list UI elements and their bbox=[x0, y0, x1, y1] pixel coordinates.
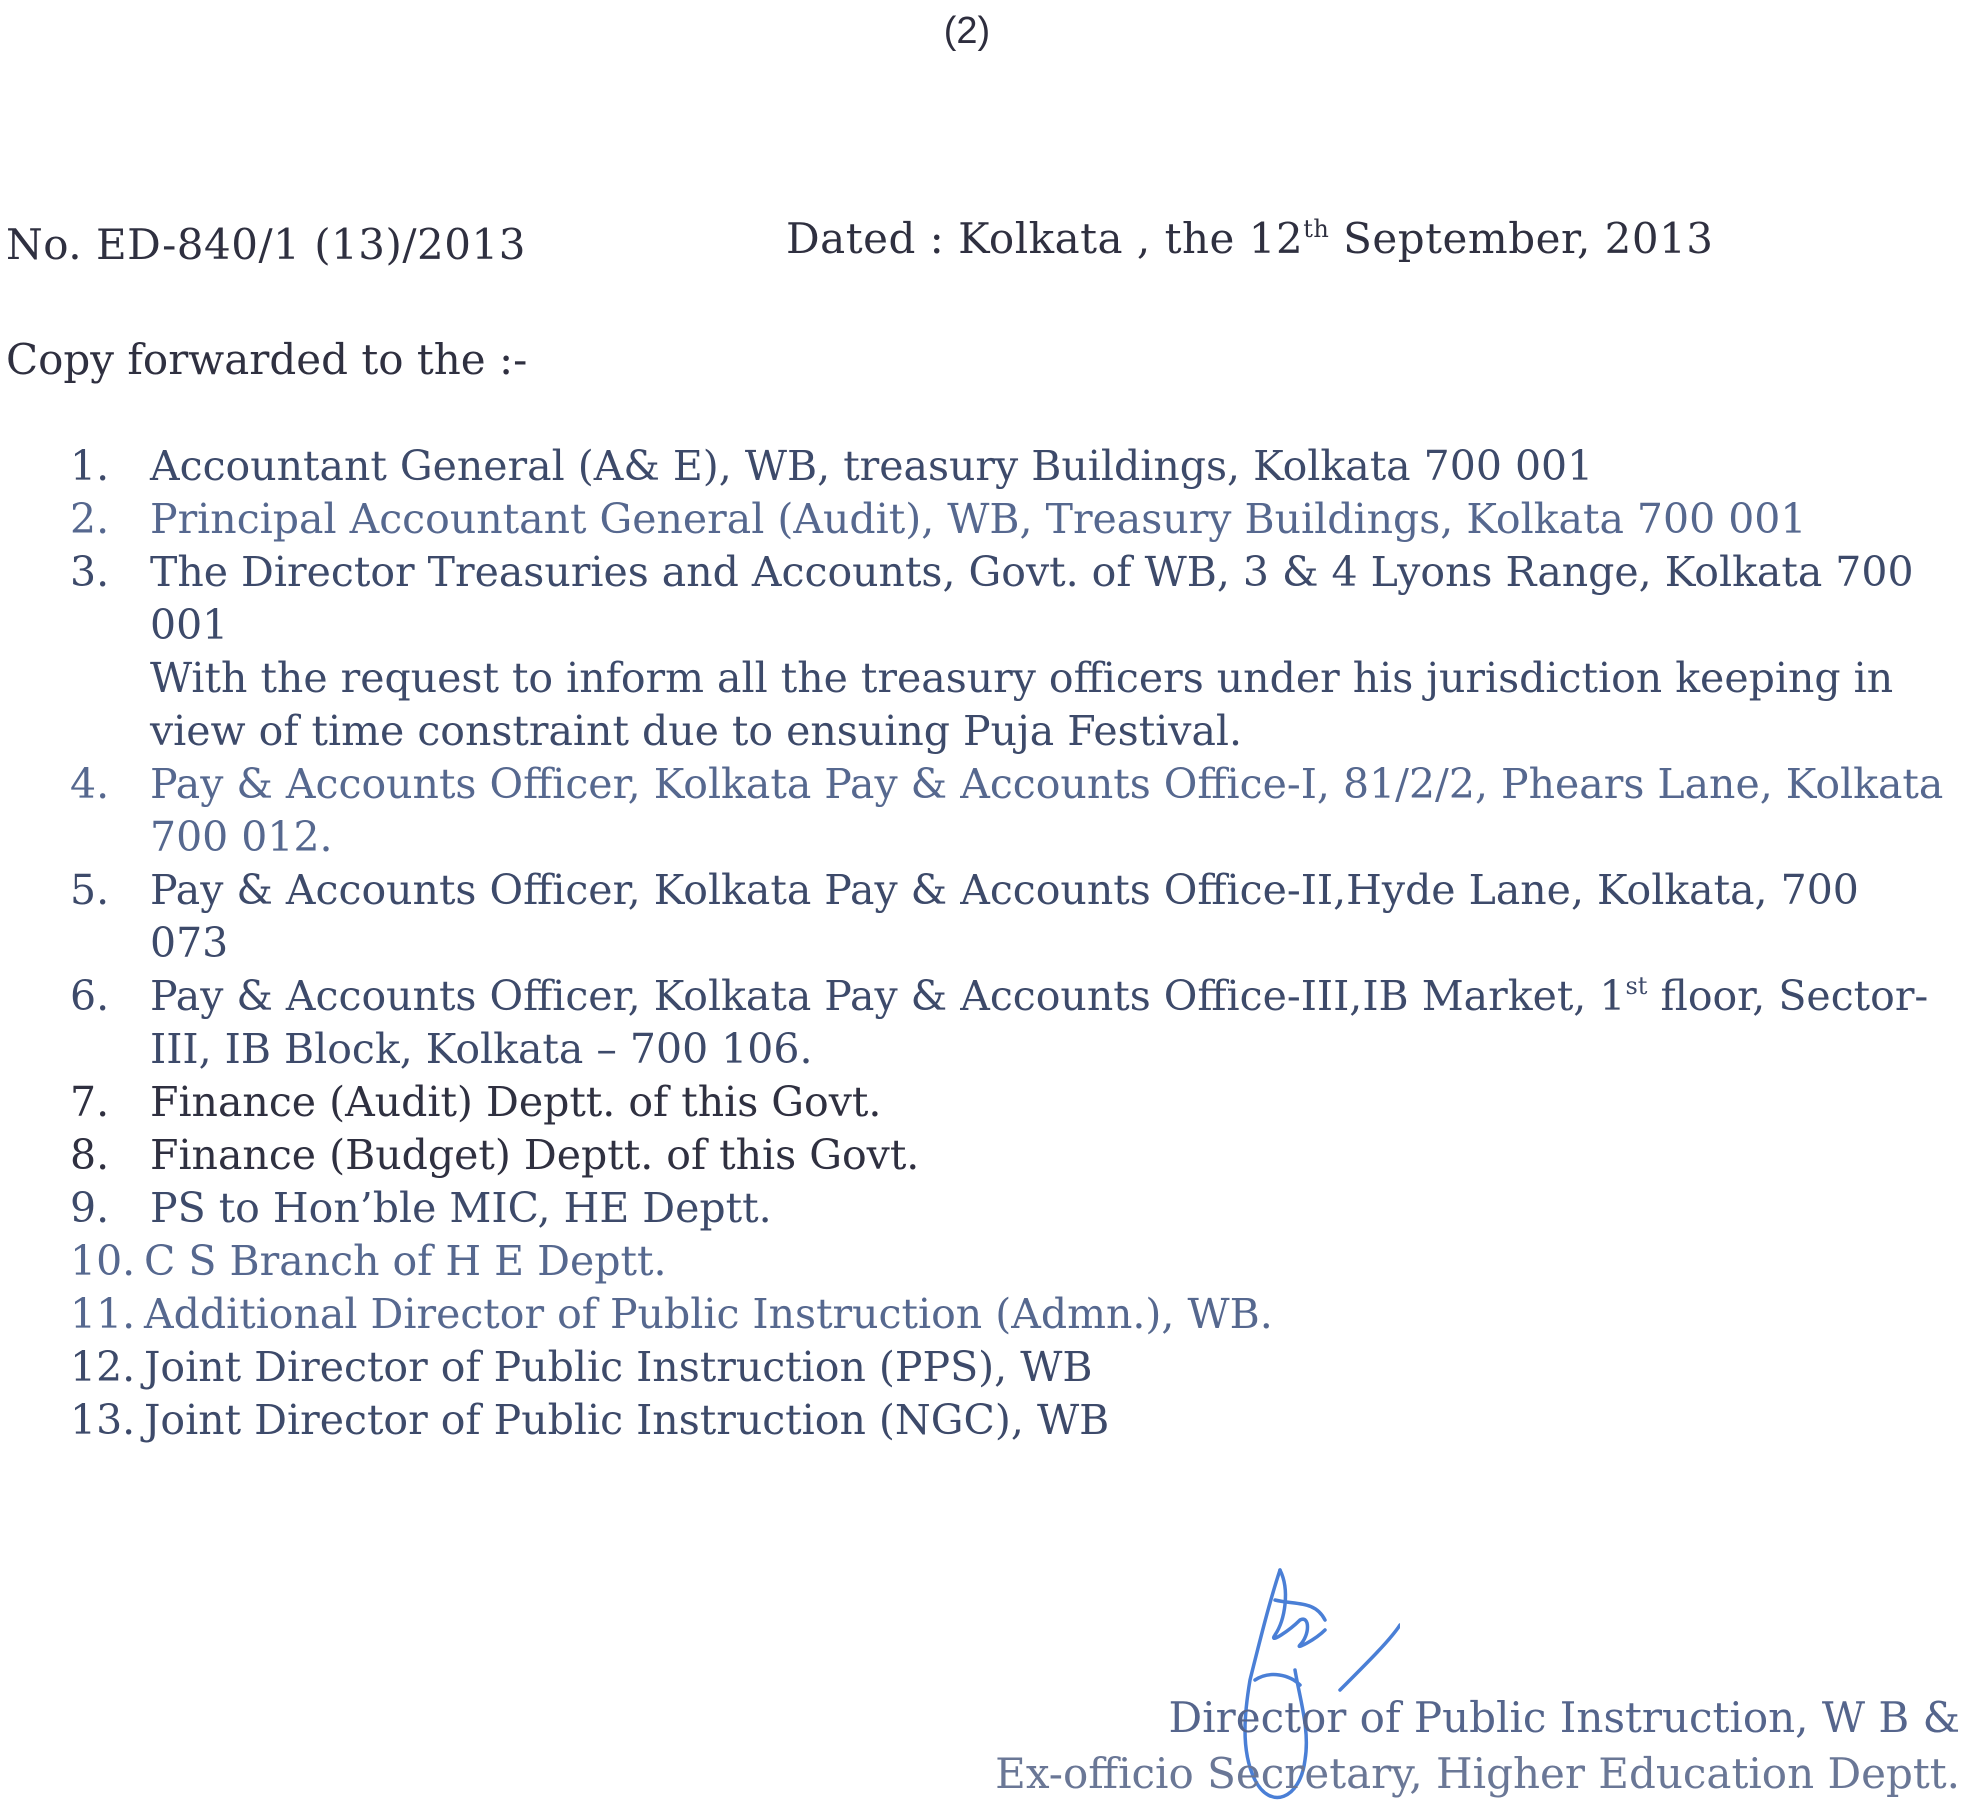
item-text: Joint Director of Public Instruction (PPS), WB bbox=[144, 1343, 1093, 1391]
signature-block bbox=[900, 1560, 1960, 1810]
list-item bbox=[70, 1076, 1950, 1129]
list-item bbox=[70, 1394, 1950, 1447]
date-prefix: Dated : Kolkata , the 12 bbox=[786, 214, 1304, 263]
item-text-suffix: floor, Sector-III, IB Block, Kolkata – 700 106. bbox=[150, 972, 1929, 1073]
designation-line-1: Director of Public Instruction, W B & bbox=[1168, 1693, 1960, 1742]
page-number: (2) bbox=[943, 10, 991, 52]
list-item bbox=[70, 1129, 1950, 1182]
item-number: 3. bbox=[70, 548, 110, 596]
item-text: PS to Hon’ble MIC, HE Deptt. bbox=[150, 1184, 772, 1232]
item-text: C S Branch of H E Deptt. bbox=[144, 1237, 667, 1285]
item-number: 13. bbox=[70, 1396, 136, 1444]
list-item bbox=[70, 864, 1950, 970]
item-text: Pay & Accounts Officer, Kolkata Pay & Accounts Office-II,Hyde Lane, Kolkata, 700 073 bbox=[150, 866, 1859, 967]
designation-line-2: Ex-officio Secretary, Higher Education Deptt. bbox=[995, 1749, 1960, 1798]
item-text: Finance (Budget) Deptt. of this Govt. bbox=[150, 1131, 920, 1179]
signatory-designation bbox=[995, 1690, 1960, 1802]
recipient-list bbox=[70, 440, 1950, 1447]
item-number: 7. bbox=[70, 1078, 110, 1126]
item-text: Additional Director of Public Instruction (Admn.), WB. bbox=[144, 1290, 1273, 1338]
item-text: Finance (Audit) Deptt. of this Govt. bbox=[150, 1078, 882, 1126]
reference-number: No. ED-840/1 (13)/2013 bbox=[6, 220, 526, 269]
date-superscript: th bbox=[1303, 215, 1330, 243]
date-suffix: September, 2013 bbox=[1329, 214, 1714, 263]
item-number: 2. bbox=[70, 495, 110, 543]
list-item bbox=[70, 1182, 1950, 1235]
list-item bbox=[70, 493, 1950, 546]
list-item bbox=[70, 546, 1950, 758]
item-number: 11. bbox=[70, 1290, 136, 1338]
item-note: With the request to inform all the treasury officers under his jurisdiction keeping in view of time constraint due to ensuing Puja Festival. bbox=[150, 654, 1894, 755]
item-number: 4. bbox=[70, 760, 110, 808]
reference-date bbox=[786, 214, 1714, 263]
item-text: Joint Director of Public Instruction (NGC), WB bbox=[144, 1396, 1110, 1444]
item-text: Accountant General (A& E), WB, treasury Buildings, Kolkata 700 001 bbox=[150, 442, 1594, 490]
list-item bbox=[70, 1288, 1950, 1341]
item-number: 12. bbox=[70, 1343, 136, 1391]
list-item bbox=[70, 970, 1950, 1076]
item-text: The Director Treasuries and Accounts, Govt. of WB, 3 & 4 Lyons Range, Kolkata 700 001 bbox=[150, 548, 1914, 649]
item-number: 1. bbox=[70, 442, 110, 490]
list-item bbox=[70, 1235, 1950, 1288]
item-text bbox=[150, 970, 1950, 1076]
item-number: 8. bbox=[70, 1131, 110, 1179]
item-text-superscript: st bbox=[1625, 972, 1648, 1000]
item-number: 6. bbox=[70, 972, 110, 1020]
list-item bbox=[70, 1341, 1950, 1394]
item-text-prefix: Pay & Accounts Officer, Kolkata Pay & Accounts Office-III,IB Market, 1 bbox=[150, 972, 1626, 1020]
copy-forwarded-label: Copy forwarded to the :- bbox=[6, 335, 528, 384]
item-number: 5. bbox=[70, 866, 110, 914]
item-number: 10. bbox=[70, 1237, 136, 1285]
list-item bbox=[70, 758, 1950, 864]
item-text: Principal Accountant General (Audit), WB, Treasury Buildings, Kolkata 700 001 bbox=[150, 495, 1807, 543]
item-number: 9. bbox=[70, 1184, 110, 1232]
list-item bbox=[70, 440, 1950, 493]
item-text: Pay & Accounts Officer, Kolkata Pay & Accounts Office-I, 81/2/2, Phears Lane, Kolkata 700 012. bbox=[150, 760, 1944, 861]
